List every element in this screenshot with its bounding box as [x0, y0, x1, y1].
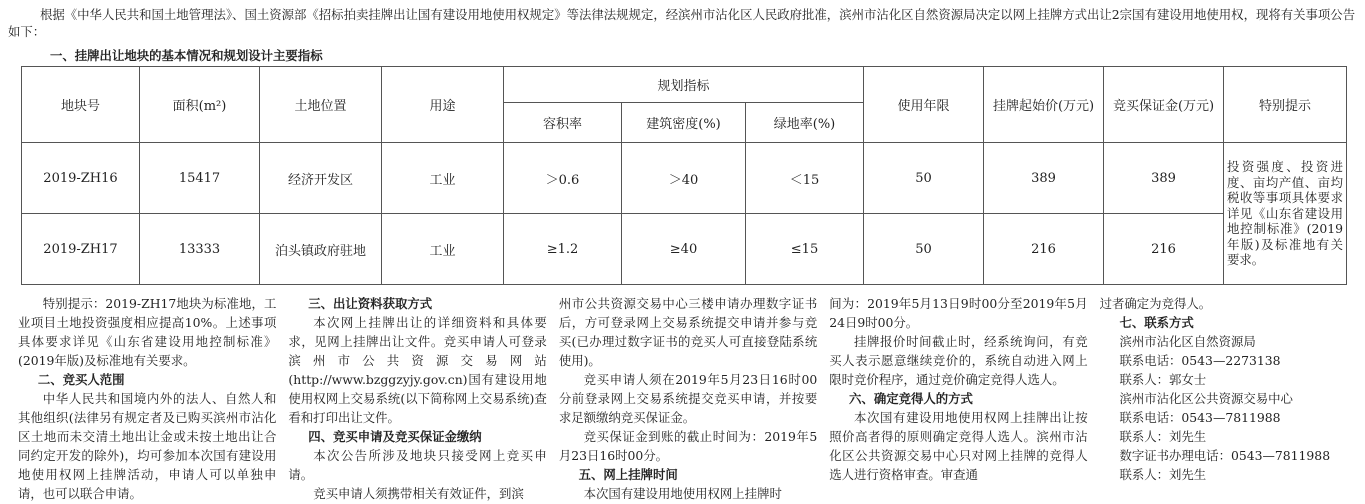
contact-line: 联系人：刘先生	[1119, 467, 1207, 482]
cell-deposit: 216	[1104, 214, 1224, 285]
contact-line: 联系人：刘先生	[1119, 429, 1207, 444]
header-years: 使用年限	[864, 67, 984, 143]
paragraph: 竞买申请人须携带相关有效证件，到滨	[313, 486, 524, 501]
cell-deposit: 389	[1104, 143, 1224, 214]
paragraph: 本次国有建设用地使用权网上挂牌出让按照价高者得的原则确定竞得人选人。滨州市沾化区公共资源交易中心只对网上挂牌的竞得人选人进行资格审查。审查通	[829, 410, 1088, 482]
table-row	[22, 143, 1347, 214]
paragraph: 竞买保证金到账的截止时间为：2019年5月23日16时00分。	[558, 429, 818, 463]
contact-line: 联系人：郭女士	[1119, 372, 1207, 387]
header-green: 绿地率(%)	[746, 103, 864, 143]
section-heading: 七、联系方式	[1119, 315, 1194, 330]
paragraph: 本次国有建设用地使用权网上挂牌时	[583, 486, 782, 501]
cell-use: 工业	[382, 143, 504, 214]
paragraph: 州市公共资源交易中心三楼申请办理数字证书后，方可登录网上交易系统提交申请并参与竞买(已办理过数字证书的竞买人可直接登陆系统使用)。	[558, 296, 818, 368]
header-area: 面积(m²)	[140, 67, 260, 143]
contact-line: 滨州市沾化区公共资源交易中心	[1119, 391, 1293, 406]
cell-green: ≤15	[746, 214, 864, 285]
cell-density: ≥40	[622, 214, 746, 285]
paragraph: 过者确定为竞得人。	[1099, 296, 1212, 311]
paragraph: 间为：2019年5月13日9时00分至2019年5月24日9时00分。	[829, 296, 1088, 330]
header-planning: 规划指标	[504, 67, 864, 103]
text-column	[288, 294, 546, 504]
paragraph: 挂牌报价时间截止时，经系统询问，有竞买人表示愿意继续竞价的，系统自动进入网上限时竞价程序，通过竞价确定竞得人选人。	[829, 334, 1088, 387]
contact-line: 数字证书办理电话：0543—7811988	[1119, 448, 1331, 463]
cell-use: 工业	[382, 214, 504, 285]
cell-density: ＞40	[622, 143, 746, 214]
header-lot: 地块号	[22, 67, 140, 143]
cell-far: ≥1.2	[504, 214, 622, 285]
cell-note: 投资强度、投资进度、亩均产值、亩均税收等事项具体要求详见《山东省建设用地控制标准》(2019年版)及标准地有关要求。	[1224, 143, 1347, 285]
header-far: 容积率	[504, 103, 622, 143]
cell-start-price: 389	[984, 143, 1104, 214]
table-header-row	[22, 67, 1347, 103]
section-heading: 四、竞买申请及竞买保证金缴纳	[308, 429, 482, 444]
contact-line: 滨州市沾化区自然资源局	[1119, 334, 1256, 349]
header-deposit: 竞买保证金(万元)	[1104, 67, 1224, 143]
header-location: 土地位置	[260, 67, 382, 143]
header-note: 特别提示	[1224, 67, 1347, 143]
cell-area: 13333	[140, 214, 260, 285]
cell-area: 15417	[140, 143, 260, 214]
cell-lot: 2019-ZH17	[22, 214, 140, 285]
text-column	[1100, 294, 1358, 504]
land-table	[21, 66, 1347, 285]
header-use: 用途	[382, 67, 504, 143]
cell-location: 经济开发区	[260, 143, 382, 214]
paragraph: 本次网上挂牌出让的详细资料和具体要求，见网上挂牌出让文件。竞买申请人可登录滨州市公共资源交易网站(http://www.bzggzyjy.gov.cn)国有建设用地使用权网上交易系统(以下简称网上交易系统)查看和打印出让文件。	[288, 315, 547, 425]
cell-location: 泊头镇政府驻地	[260, 214, 382, 285]
text-column	[829, 294, 1087, 504]
section-heading: 五、网上挂牌时间	[578, 467, 678, 482]
cell-green: ＜15	[746, 143, 864, 214]
header-density: 建筑密度(%)	[622, 103, 746, 143]
header-start-price: 挂牌起始价(万元)	[984, 67, 1104, 143]
section-heading: 二、竞买人范围	[37, 372, 125, 387]
text-column	[559, 294, 817, 504]
text-column	[18, 294, 276, 504]
cell-years: 50	[864, 214, 984, 285]
cell-far: ＞0.6	[504, 143, 622, 214]
cell-lot: 2019-ZH16	[22, 143, 140, 214]
section-heading: 三、出让资料获取方式	[308, 296, 433, 311]
contact-line: 联系电话：0543—2273138	[1119, 353, 1281, 368]
paragraph: 特别提示：2019-ZH17地块为标准地，工业项目土地投资强度相应提高10%。上述事项具体要求详见《山东省建设用地控制标准》(2019年版)及标准地有关要求。	[18, 296, 277, 368]
announcement-columns	[18, 294, 1358, 504]
cell-years: 50	[864, 143, 984, 214]
cell-start-price: 216	[984, 214, 1104, 285]
paragraph: 本次公告所涉及地块只接受网上竞买申请。	[288, 448, 547, 482]
paragraph: 竞买申请人须在2019年5月23日16时00分前登录网上交易系统提交竞买申请，并按要求足额缴纳竞买保证金。	[558, 372, 818, 425]
section-heading: 六、确定竞得人的方式	[849, 391, 973, 406]
section-heading: 一、挂牌出让地块的基本情况和规划设计主要指标	[50, 48, 323, 63]
paragraph: 中华人民共和国境内外的法人、自然人和其他组织(法律另有规定者及已购买滨州市沾化区土地而未交清土地出让金或未按土地出让合同约定开发的除外)，均可参加本次国有建设用地使用权网上挂牌活动，申请人可以单独申请，也可以联合申请。	[18, 391, 277, 501]
table-row	[22, 214, 1347, 285]
intro-paragraph: 根据《中华人民共和国土地管理法》、国土资源部《招标拍卖挂牌出让国有建设用地使用权规定》等法律法规规定，经滨州市沾化区人民政府批准，滨州市沾化区自然资源局决定以网上挂牌方式出让2宗国有建设用地使用权，现将有关事项公告如下：	[8, 7, 1356, 39]
contact-line: 联系电话：0543—7811988	[1119, 410, 1281, 425]
